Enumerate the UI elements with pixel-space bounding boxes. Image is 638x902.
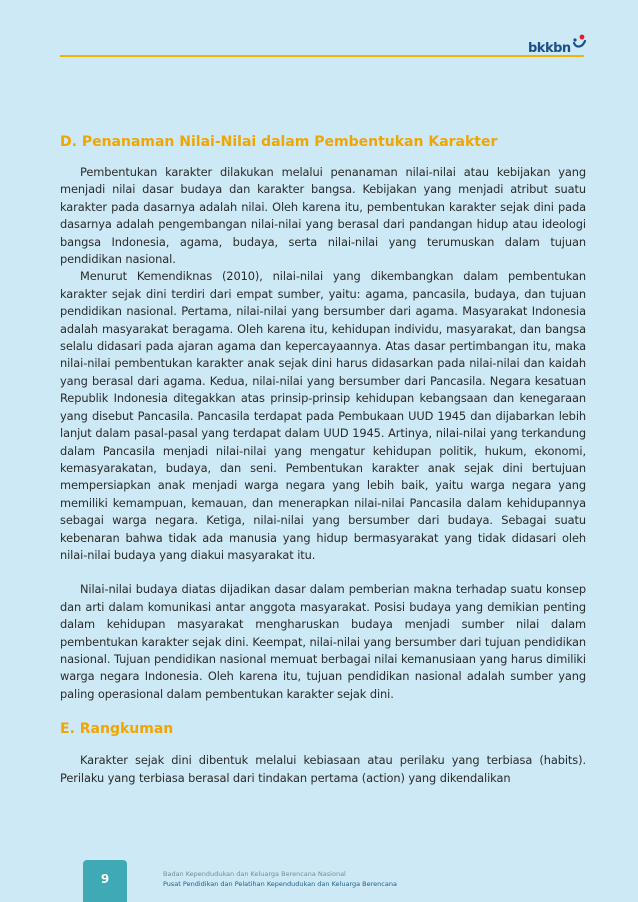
section-e-title: E. Rangkuman: [60, 721, 174, 738]
logo-mark-icon: [572, 34, 586, 50]
section-d-paragraph-2: Menurut Kemendiknas (2010), nilai-nilai yang dikembangkan dalam pembentukan karakter sejak dini terdiri dari empat sumber, yaitu: agama, pancasila, budaya, dan tujuan pendidikan nasional. Pertama, nilai-nilai yang bersumber dari agama. Masyarakat Indonesia adalah masyarakat beragama. Oleh karena itu, kehidupan individu, masyarakat, dan bangsa selalu didasari pada ajaran agama dan kepercayaannya. Atas dasar pertimbangan itu, maka nilai-nilai pembentukan karakter anak sejak dini harus didasarkan pada nilai-nilai dan kaidah yang berasal dari agama. Kedua, nilai-nilai yang bersumber dari Pancasila. Negara kesatuan Republik Indonesia ditegakkan atas prinsip-prinsip kehidupan kebangsaan dan kenegaraan yang disebut Pancasila. Pancasila terdapat pada Pembukaan UUD 1945 dan dijabarkan lebih lanjut dalam pasal-pasal yang terdapat dalam UUD 1945. Artinya, nilai-nilai yang terkandung dalam Pancasila menjadi nilai-nilai yang mengatur kehidupan politik, hukum, ekonomi, kemasyarakatan, budaya, dan seni. Pembentukan karakter anak sejak dini bertujuan mempersiapkan anak menjadi warga negara yang lebih baik, yaitu warga negara yang memiliki kemampuan, kemauan, dan menerapkan nilai-nilai Pancasila dalam kehidupannya sebagai warga negara. Ketiga, nilai-nilai yang bersumber dari budaya. Sebagai suatu kebenaran bahwa tidak ada manusia yang hidup bermasyarakat yang tidak didasari oleh nilai-nilai budaya yang diakui masyarakat itu.: [60, 269, 586, 562]
bkkbn-logo: [528, 34, 586, 56]
header-rule: [60, 55, 584, 57]
page-number: 9: [100, 872, 110, 886]
page-number-tab: [83, 860, 127, 902]
section-d-paragraph-3: Nilai-nilai budaya diatas dijadikan dasar dalam pemberian makna terhadap suatu konsep dan arti dalam komunikasi antar anggota masyarakat. Posisi budaya yang demikian penting dalam kehidupan masyarakat mengharuskan budaya menjadi sumber nilai dalam pembentukan karakter sejak dini. Keempat, nilai-nilai yang bersumber dari tujuan pendidikan nasional. Tujuan pendidikan nasional memuat berbagai nilai kemanusiaan yang harus dimiliki warga negara Indonesia. Oleh karena itu, tujuan pendidikan nasional adalah sumber yang paling operasional dalam pembentukan karakter sejak dini.: [60, 582, 586, 701]
section-e-paragraph-1: Karakter sejak dini dibentuk melalui kebiasaan atau perilaku yang terbiasa (habits). Perilaku yang terbiasa berasal dari tindakan pertama (action) yang dikendalikan: [60, 753, 586, 785]
footer-text: [163, 869, 397, 889]
footer-line-2: Pusat Pendidikan dan Pelatihan Kependudukan dan Keluarga Berencana: [163, 880, 397, 888]
section-d-title: D. Penanaman Nilai-Nilai dalam Pembentukan Karakter: [60, 134, 498, 150]
logo-text: bkkbn: [528, 41, 571, 56]
footer-line-1: Badan Kependudukan dan Keluarga Berencana Nasional: [163, 870, 346, 878]
page-content: [60, 134, 586, 787]
section-d-paragraph-1: Pembentukan karakter dilakukan melalui penanaman nilai-nilai atau kebijakan yang menjadi nilai dasar budaya dan karakter bangsa. Kebijakan yang menjadi atribut suatu karakter pada dasarnya adalah nilai. Oleh karena itu, pembentukan karakter sejak dini pada dasarnya adalah pengembangan nilai-nilai yang berasal dari pandangan hidup atau ideologi bangsa Indonesia, agama, budaya, serta nilai-nilai yang terumuskan dalam tujuan pendidikan nasional.: [60, 165, 586, 267]
